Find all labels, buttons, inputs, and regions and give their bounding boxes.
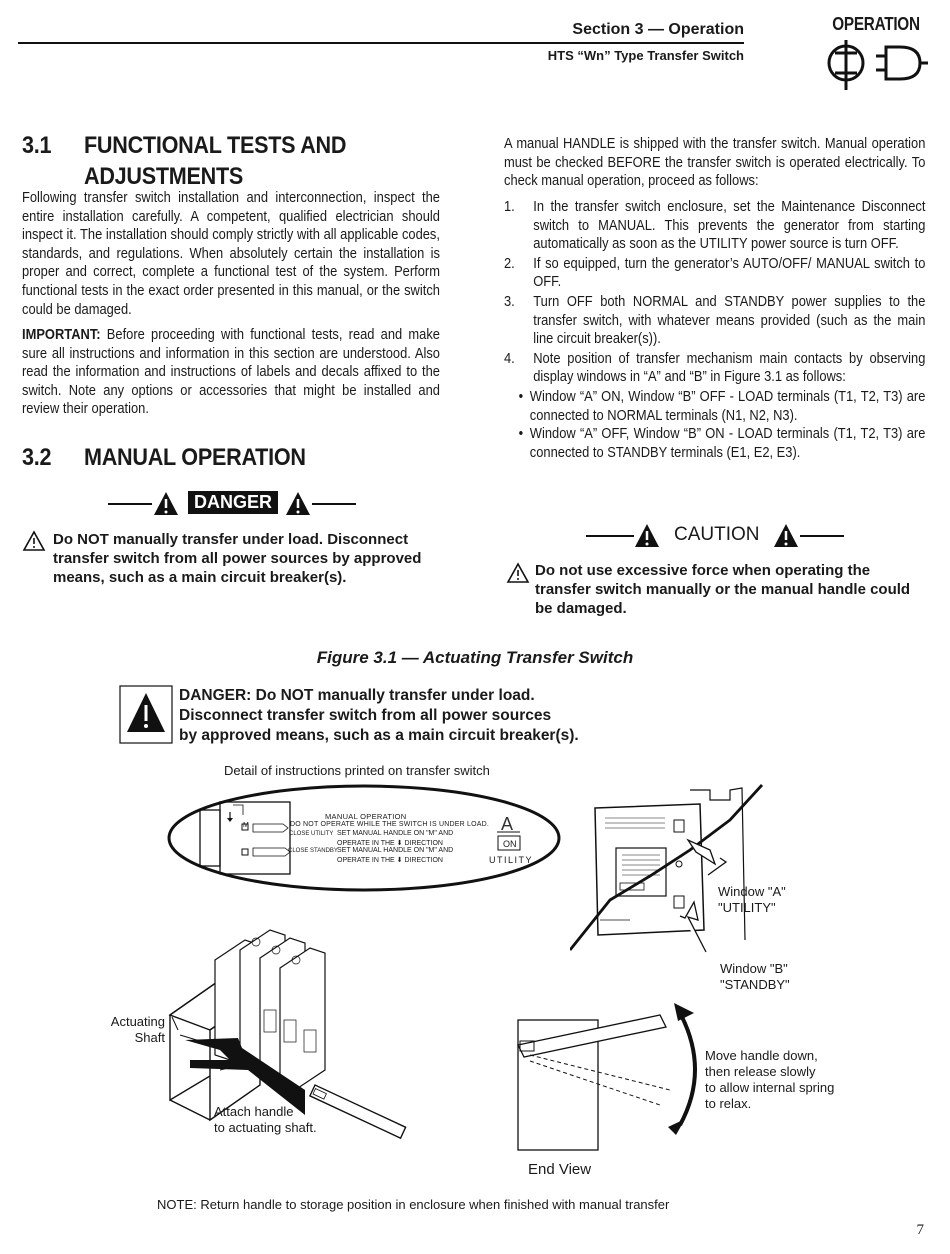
- plug-socket-icon: [822, 38, 932, 94]
- danger-banner: [108, 490, 358, 518]
- step-item: [504, 350, 925, 387]
- important-paragraph: IMPORTANT: Before proceeding with functional tests, read and make sure all instructions and information in this section are understood. Also read the information and instructions of labels and decals affixed to the switch. Note any options or accessories that might be installed and review their operation.: [22, 326, 440, 418]
- caution-label: CAUTION: [674, 524, 760, 545]
- label-close-standby: CLOSE STANDBY: [288, 848, 338, 854]
- figure-danger-text: DANGER: Do NOT manually transfer under load. Disconnect transfer switch from all power sources by approved means, such as a main circuit breaker(s).: [179, 687, 579, 744]
- manual-handle-intro: A manual HANDLE is shipped with the transfer switch. Manual operation must be checked BEFORE the transfer switch is operated electrically. To check manual operation, proceed as follows:: [504, 135, 926, 190]
- danger-label: DANGER: [188, 491, 278, 514]
- step-text: In the transfer switch enclosure, set the Maintenance Disconnect switch to MANUAL. This prevents the generator from starting automatically as soon as the UTILITY power source is turn OFF.: [533, 198, 926, 253]
- end-view-drawing: [510, 995, 710, 1165]
- section-3-1-title-1: FUNCTIONAL TESTS AND: [84, 132, 347, 159]
- label-a: A: [501, 814, 514, 834]
- section-3-2-title: MANUAL OPERATION: [84, 444, 306, 471]
- attach-handle-label: Attach handle to actuating shaft.: [214, 1104, 317, 1135]
- page-number: 7: [916, 1222, 924, 1238]
- window-a-label: Window "A" "UTILITY": [718, 884, 786, 915]
- figure-title: Figure 3.1 — Actuating Transfer Switch: [316, 648, 634, 667]
- window-bullet-item: [504, 388, 925, 425]
- label-set-1: SET MANUAL HANDLE ON "M" AND: [337, 830, 454, 837]
- bullet-text: Window “A” OFF, Window “B” ON - LOAD terminals (T1, T2, T3) are connected to STANDBY terminals (E1, E2, E3).: [529, 425, 926, 461]
- section-3-1-paragraph: Following transfer switch installation and interconnection, inspect the entire installation carefully. A competent, qualified electrician should inspect it. The installation should comply strictly with all applicable codes, standards, and regulations. When absolutely certain the installation is proper and correct, complete a functional test of the system. Perform functional tests in the exact order presented in this manual, or the switch could be damaged.: [22, 189, 440, 318]
- step-text: If so equipped, turn the generator’s AUTO/OFF/ MANUAL switch to OFF.: [533, 254, 926, 291]
- step-number: 4.: [504, 349, 515, 367]
- bullet-text: Window “A” ON, Window “B” OFF - LOAD terminals (T1, T2, T3) are connected to NORMAL terminals (N1, N2, N3).: [529, 387, 926, 424]
- label-close-utility: CLOSE UTILITY: [289, 831, 334, 837]
- window-b-label: Window "B" "STANDBY": [720, 961, 790, 992]
- section-header: Section 3 — Operation: [572, 21, 744, 38]
- label-set-4: OPERATE IN THE ⬇ DIRECTION: [337, 857, 443, 864]
- step-text: Turn OFF both NORMAL and STANDBY power supplies to the transfer switch, with whatever means provided (such as the main line circuit breaker(s)).: [533, 292, 926, 348]
- figure-note: NOTE: Return handle to storage position in enclosure when finished with manual transfer: [157, 1197, 670, 1212]
- window-bullet-item: [504, 425, 925, 462]
- steps-list: [504, 198, 950, 462]
- move-handle-label: Move handle down, then release slowly to allow internal spring to relax.: [705, 1048, 835, 1111]
- step-item: [504, 255, 925, 292]
- label-title: MANUAL OPERATION: [325, 812, 407, 821]
- important-label: IMPORTANT:: [22, 326, 101, 343]
- step-text: Note position of transfer mechanism main contacts by observing display windows in “A” and “B” in Figure 3.1 as follows:: [533, 349, 926, 386]
- label-warning: DO NOT OPERATE WHILE THE SWITCH IS UNDER LOAD.: [290, 821, 489, 828]
- detail-caption: Detail of instructions printed on transfer switch: [224, 763, 490, 778]
- step-number: 2.: [504, 254, 515, 272]
- instruction-label-detail: [165, 782, 565, 894]
- header-rule: [18, 42, 744, 44]
- label-set-2: OPERATE IN THE ⬇ DIRECTION: [337, 840, 443, 847]
- section-3-1-title-2: ADJUSTMENTS: [84, 163, 244, 190]
- enclosure-detail-drawing: [570, 780, 770, 960]
- end-view-label: End View: [528, 1161, 592, 1178]
- label-set-3: SET MANUAL HANDLE ON "M" AND: [337, 847, 454, 854]
- step-item: [504, 198, 925, 254]
- operation-badge-label: OPERATION: [832, 14, 920, 34]
- actuating-shaft-label: Actuating Shaft: [110, 1014, 165, 1045]
- warning-triangle-icon: [22, 530, 46, 552]
- caution-message: Do not use excessive force when operating the transfer switch manually or the manual handle could be damaged.: [535, 562, 911, 617]
- step-number: 1.: [504, 198, 515, 215]
- danger-message: Do NOT manually transfer under load. Disconnect transfer switch from all power sources by approved means, such as a main circuit breaker(s).: [53, 531, 422, 586]
- caution-banner: [586, 522, 846, 550]
- step-number: 3.: [504, 292, 515, 310]
- step-item: [504, 293, 925, 349]
- danger-sign-icon: [119, 685, 173, 745]
- warning-triangle-icon: [506, 562, 530, 584]
- bullet-icon: •: [518, 387, 524, 405]
- section-3-1-number: 3.1: [22, 132, 52, 159]
- bullet-icon: •: [518, 425, 524, 443]
- section-3-2-number: 3.2: [22, 444, 52, 471]
- label-m: M: [243, 822, 249, 829]
- label-on: ON: [503, 839, 517, 849]
- section-subtitle: HTS “Wn” Type Transfer Switch: [547, 48, 744, 63]
- label-utility: UTILITY: [489, 855, 534, 865]
